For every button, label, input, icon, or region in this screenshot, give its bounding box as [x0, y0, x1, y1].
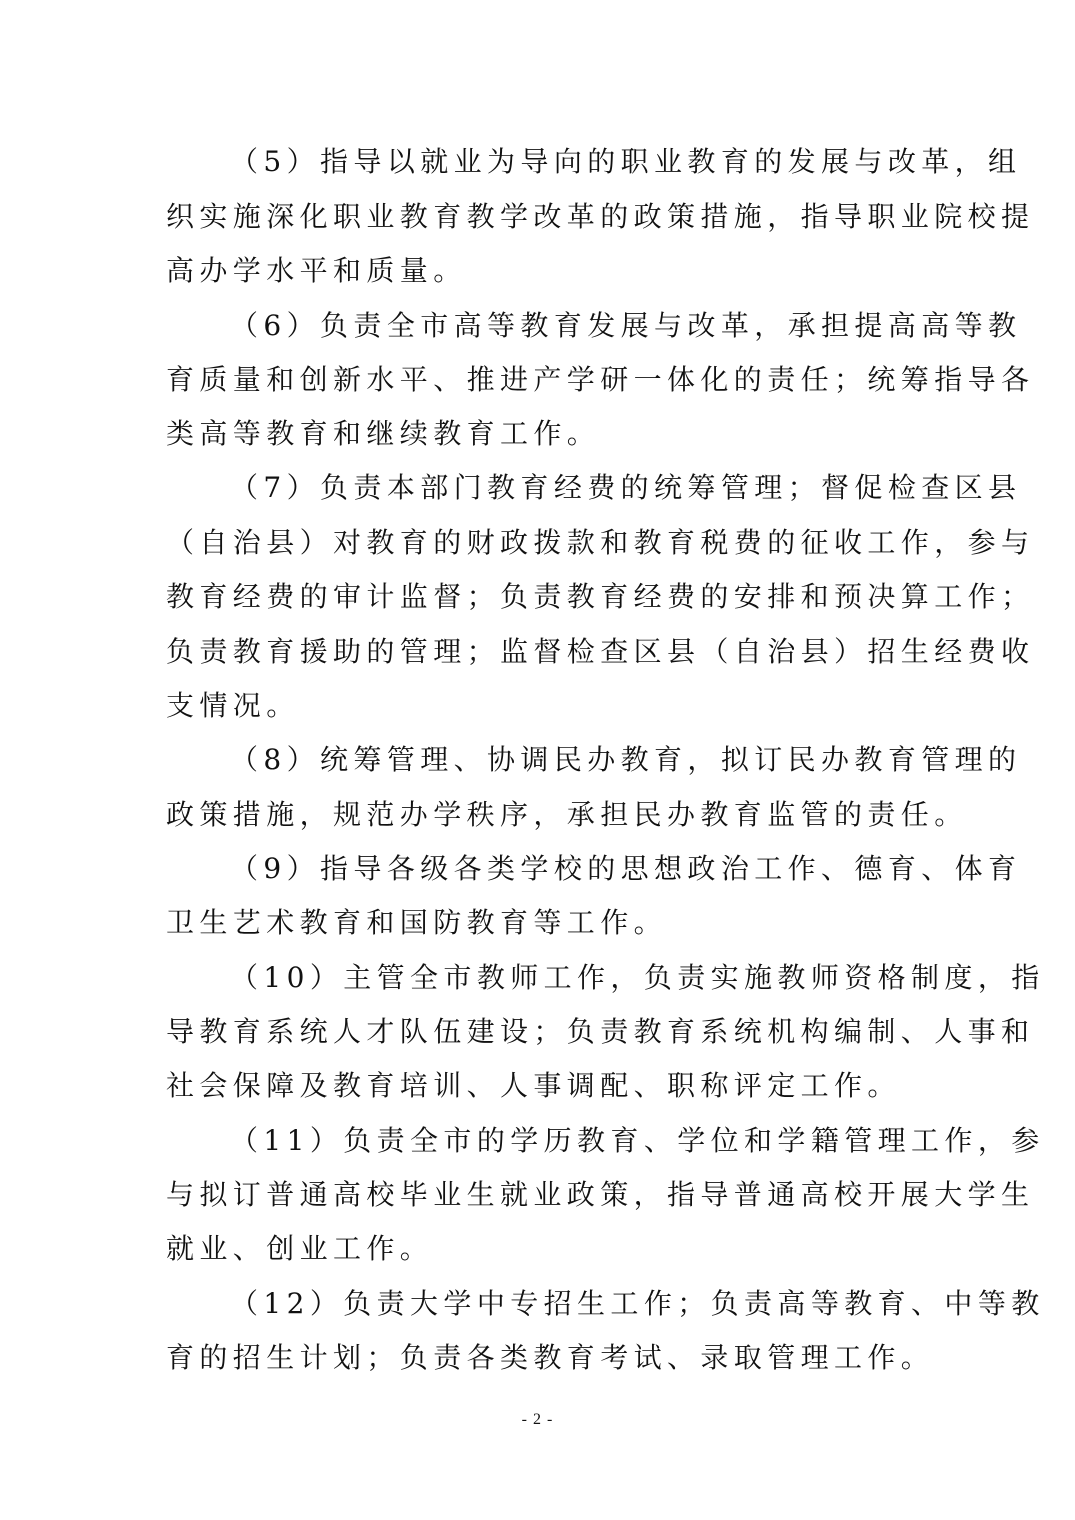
- paragraph-6-line-2: 育质量和创新水平、推进产学研一体化的责任；统筹指导各: [166, 363, 1035, 396]
- paragraph-7-line-2: （自治县）对教育的财政拨款和教育税费的征收工作，参与: [166, 526, 1035, 559]
- paragraph-8-line-2: 政策措施，规范办学秩序，承担民办教育监管的责任。: [166, 798, 968, 831]
- paragraph-7-line-3: 教育经费的审计监督；负责教育经费的安排和预决算工作；: [166, 580, 1035, 613]
- paragraph-8-line-1: （8）统筹管理、协调民办教育，拟订民办教育管理的: [230, 743, 1022, 776]
- paragraph-11-line-2: 与拟订普通高校毕业生就业政策，指导普通高校开展大学生: [166, 1178, 1035, 1211]
- paragraph-10-line-3: 社会保障及教育培训、人事调配、职称评定工作。: [166, 1069, 901, 1102]
- paragraph-7-line-4: 负责教育援助的管理；监督检查区县（自治县）招生经费收: [166, 635, 1035, 668]
- paragraph-12-line-1: （12）负责大学中专招生工作；负责高等教育、中等教: [230, 1287, 1045, 1320]
- paragraph-10-line-2: 导教育系统人才队伍建设；负责教育系统机构编制、人事和: [166, 1015, 1035, 1048]
- paragraph-12-line-2: 育的招生计划；负责各类教育考试、录取管理工作。: [166, 1341, 935, 1374]
- paragraph-5-line-2: 织实施深化职业教育教学改革的政策措施，指导职业院校提: [166, 200, 1035, 233]
- paragraph-9-line-1: （9）指导各级各类学校的思想政治工作、德育、体育: [230, 852, 1022, 885]
- paragraph-6-line-3: 类高等教育和继续教育工作。: [166, 417, 601, 450]
- paragraph-11-line-1: （11）负责全市的学历教育、学位和学籍管理工作，参: [230, 1124, 1045, 1157]
- paragraph-10-line-1: （10）主管全市教师工作，负责实施教师资格制度，指: [230, 961, 1045, 994]
- paragraph-11-line-3: 就业、创业工作。: [166, 1232, 434, 1265]
- paragraph-7-line-1: （7）负责本部门教育经费的统筹管理；督促检查区县: [230, 471, 1022, 504]
- page-number: - 2 -: [521, 1411, 554, 1428]
- paragraph-6-line-1: （6）负责全市高等教育发展与改革，承担提高高等教: [230, 309, 1022, 342]
- paragraph-5-line-1: （5）指导以就业为导向的职业教育的发展与改革，组: [230, 145, 1022, 178]
- paragraph-5-line-3: 高办学水平和质量。: [166, 254, 467, 287]
- paragraph-7-line-5: 支情况。: [166, 689, 300, 722]
- paragraph-9-line-2: 卫生艺术教育和国防教育等工作。: [166, 906, 668, 939]
